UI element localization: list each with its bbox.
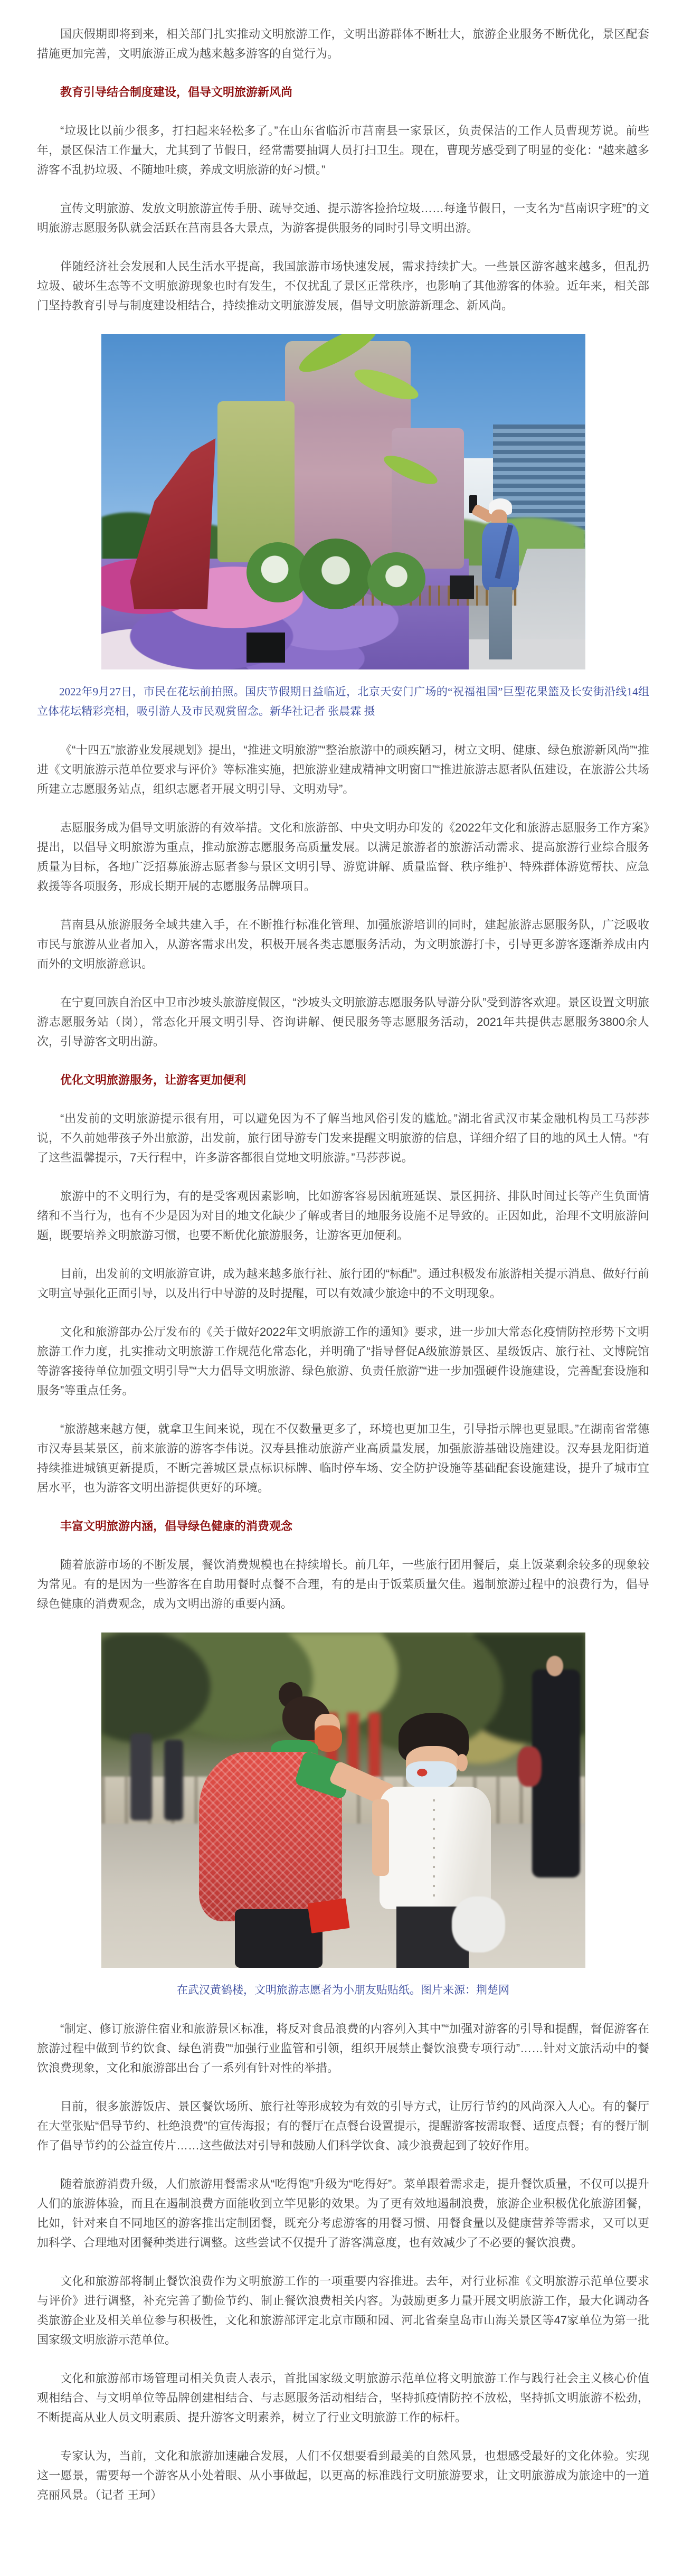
background-person xyxy=(164,1740,184,1820)
photo-flower-basket xyxy=(101,334,585,669)
article-paragraph: 在宁夏回族自治区中卫市沙坡头旅游度假区，“沙坡头文明旅游志愿服务队导游分队”受到游客欢迎。景区设置文明旅游志愿服务站（岗），常态化开展文明引导、咨询讲解、便民服务等志愿服务活动，2021年共提供志愿服务3800余人次，引导游客文明出游。 xyxy=(37,996,649,1048)
article-paragraph: 宣传文明旅游、发放文明旅游宣传手册、疏导交通、提示游客捡拾垃圾……每逢节假日，一支名为“莒南识字班”的文明旅游志愿服务队就会活跃在莒南县各大景点，为游客提供服务的同时引导文明出游。 xyxy=(37,202,649,234)
article-paragraph: 伴随经济社会发展和人民生活水平提高，我国旅游市场快速发展，需求持续扩大。一些景区游客越来越多，但乱扔垃圾、破坏生态等不文明旅游现象也时有发生，不仅扰乱了景区正常秩序，也影响了其他游客的体验。近年来，相关部门坚持教育引导与制度建设相结合，持续推动文明旅游发展，倡导文明旅游新理念、新风尚。 xyxy=(37,260,649,312)
article-paragraph: 随着旅游消费升级，人们旅游用餐需求从“吃得饱”升级为“吃得好”。菜单跟着需求走，提升餐饮质量，不仅可以提升人们的旅游体验，而且在遏制浪费方面能收到立竿见影的效果。为了更有效地遏制浪费，旅游企业积极优化旅游团餐，比如，针对来自不同地区的游客推出定制团餐，既充分考虑游客的用餐习惯、用餐食量以及健康营养等需求，又可以更加科学、合理地对团餐种类进行调整。这些尝试不仅提升了游客满意度，也有效减少了不必要的餐饮浪费。 xyxy=(37,2177,649,2249)
article-paragraph: “旅游越来越方便，就拿卫生间来说，现在不仅数量更多了，环境也更加卫生，引导指示牌也更显眼。”在湖南省常德市汉寿县某景区，前来旅游的游客李伟说。汉寿县推动旅游产业高质量发展，加强旅游基础设施建设。汉寿县龙阳街道持续推进城镇更新提质，不断完善城区景点标识标牌、临时停车场、安全防护设施等基础配套设施建设，提升了城市宜居水平，也为游客文明出游提供更好的环境。 xyxy=(37,1422,649,1494)
article-paragraph: 目前，出发前的文明旅游宣讲，成为越来越多旅行社、旅行团的“标配”。通过积极发布旅游相关提示消息、做好行前文明宣导强化正面引导，以及出行中导游的及时提醒，可以有效减少旅途中的不文明现象。 xyxy=(37,1267,649,1300)
volunteer-woman xyxy=(183,1676,382,1968)
photo-caption: 2022年9月27日，市民在花坛前拍照。国庆节假期日益临近，北京天安门广场的“祝福祖国”巨型花果篮及长安街沿线14组立体花坛精彩亮相，吸引游人及市民观赏留念。新华社记者 张晨霖 摄 xyxy=(37,685,649,718)
article-paragraph: 国庆假期即将到来，相关部门扎实推动文明旅游工作，文明出游群体不断壮大，旅游企业服务不断优化，景区配套措施更加完善，文明旅游正成为越来越多游客的自觉行为。 xyxy=(37,27,649,60)
tourist-taking-photo xyxy=(471,498,529,659)
article-paragraph: 文化和旅游部办公厅发布的《关于做好2022年文明旅游工作的通知》要求，进一步加大常态化疫情防控形势下文明旅游工作力度，扎实推动文明旅游工作规范化常态化，并明确了“指导督促A级旅游景区、星级饭店、旅行社、文博院馆等游客接待单位加强文明引导”“大力倡导文明旅游、绿色旅游、负责任旅游”“进一步加强硬件设施建设，完善配套设施和服务”等重点任务。 xyxy=(37,1325,649,1397)
arm xyxy=(372,1799,389,1876)
article-paragraph: 旅游中的不文明行为，有的是受客观因素影响，比如游客容易因航班延误、景区拥挤、排队时间过长等产生负面情绪和不当行为，也有不少是因为对目的地文化缺少了解或者目的地服务设施不足导致的。正因如此，治理不文明旅游问题，既要培养文明旅游习惯，也要不断优化旅游服务，让游客更加便利。 xyxy=(37,1190,649,1242)
boy xyxy=(377,1713,498,1968)
section-heading-optimize-service: 优化文明旅游服务，让游客更加便利 xyxy=(60,1073,247,1087)
speaker-box xyxy=(247,633,285,663)
speaker-box xyxy=(450,575,474,599)
article-paragraph: 文化和旅游部将制止餐饮浪费作为文明旅游工作的一项重要内容推进。去年，对行业标准《文明旅游示范单位要求与评价》进行调整，补充完善了勤俭节约、制止餐饮浪费相关内容。为鼓励更多力量开展文明旅游工作，最大化调动各类旅游企业及相关单位参与积极性，文化和旅游部评定北京市颐和园、河北省秦皇岛市山海关景区等47家单位为第一批国家级文明旅游示范单位。 xyxy=(37,2275,649,2346)
section-heading-green-consumption: 丰富文明旅游内涵，倡导绿色健康的消费观念 xyxy=(60,1520,293,1533)
topiary-column-right xyxy=(392,428,465,569)
red-bag xyxy=(517,1747,542,1787)
section-heading-education-guidance: 教育引导结合制度建设，倡导文明旅游新风尚 xyxy=(60,86,293,99)
article-paragraph: “出发前的文明旅游提示很有用，可以避免因为不了解当地风俗引发的尴尬。”湖北省武汉市某金融机构员工马莎莎说，不久前她带孩子外出旅游，出发前，旅行团导游专门发来提醒文明旅游的信息，详细介绍了目的地的风土人情。“有了这些温馨提示，7天行程中，许多游客都很自觉地文明旅游。”马莎莎说。 xyxy=(37,1112,649,1164)
photo-volunteer-sticker xyxy=(101,1633,585,1968)
article-paragraph: 莒南县从旅游服务全域共建入手，在不断推行标准化管理、加强旅游培训的同时，建起旅游志愿服务队，广泛吸收市民与旅游从业者加入，从游客需求出发，积极开展各类志愿服务活动，为文明旅游打卡，引导更多游客逐渐养成由内而外的文明旅游意识。 xyxy=(37,918,649,970)
article-paragraph: 目前，很多旅游饭店、景区餐饮场所、旅行社等形成较为有效的引导方式，让厉行节约的风尚深入人心。有的餐厅在大堂张贴“倡导节约、杜绝浪费”的宣传海报；有的餐厅在点餐台设置提示，提醒游客按需取餐、适度点餐；有的餐厅制作了倡导节约的公益宣传片……这些做法对引导和鼓励人们科学饮食、减少浪费起到了较好作用。 xyxy=(37,2100,649,2152)
white-plastic-bag xyxy=(452,1896,505,1952)
topiary-column-left xyxy=(217,401,295,562)
article-paragraph: “制定、修订旅游住宿业和旅游景区标准，将反对食品浪费的内容列入其中”“加强对游客的引导和提醒，督促游客在旅游过程中做到节约饮食、绿色消费”“加强行业监管和引领，组织开展禁止餐饮浪费专项行动”……针对文旅活动中的餐饮浪费现象，文化和旅游部出台了一系列有针对性的举措。 xyxy=(37,2022,649,2074)
background-person xyxy=(130,1733,152,1820)
white-shirt xyxy=(380,1787,491,1909)
article-paragraph: 文化和旅游部市场管理司相关负责人表示，首批国家级文明旅游示范单位将文明旅游工作与践行社会主义核心价值观相结合、与文明单位等品牌创建相结合、与志愿服务活动相结合，坚持抓疫情防控不放松，坚持抓文明旅游不松劲，不断提高从业人员文明素质、提升游客文明素养，树立了行业文明旅游工作的标杆。 xyxy=(37,2372,649,2424)
topiary-green-wave xyxy=(367,552,425,606)
article-paragraph: 志愿服务成为倡导文明旅游的有效举措。文化和旅游部、中央文明办印发的《2022年文化和旅游志愿服务工作方案》提出，以倡导文明旅游为重点，推动旅游志愿服务高质量发展。以满足旅游者的旅游活动需求、提高旅游行业综合服务质量为目标，各地广泛招募旅游志愿者参与景区文明引导、游览讲解、质量监督、秩序维护、特殊群体游览帮扶、应急救援等各项服务，形成长期开展的志愿服务品牌项目。 xyxy=(37,821,649,893)
article-paragraph: 随着旅游市场的不断发展，餐饮消费规模也在持续增长。前几年，一些旅行团用餐后，桌上饭菜剩余较多的现象较为常见。有的是因为一些游客在自助用餐时点餐不合理，有的是由于饭菜质量欠佳。遏制旅游过程中的浪费行为，倡导绿色健康的消费观念，成为文明出游的重要内涵。 xyxy=(37,1558,649,1610)
article-paragraph: 《“十四五”旅游业发展规划》提出，“推进文明旅游”“整治旅游中的顽疾陋习，树立文明、健康、绿色旅游新风尚”“推进《文明旅游示范单位要求与评价》等标准实施，把旅游业建成精神文明窗口”“推进旅游志愿者队伍建设，在旅游公共场所建立志愿服务站点，组织志愿者开展文明引导、文明劝导”。 xyxy=(37,743,649,796)
photo-caption: 在武汉黄鹤楼，文明旅游志愿者为小朋友贴贴纸。图片来源：荆楚网 xyxy=(177,1984,509,1996)
topiary-green-wave xyxy=(299,539,372,609)
shirt-buttons xyxy=(433,1799,435,1901)
article-paragraph: 专家认为，当前，文化和旅游加速融合发展，人们不仅想要看到最美的自然风景，也想感受最好的文化体验。实现这一愿景，需要每一个游客从小处着眼、从小事做起，以更高的标准践行文明旅游要求，让文明旅游成为旅途中的一道亮丽风景。（记者 王珂） xyxy=(37,2449,649,2502)
flag-print-mask xyxy=(406,1761,457,1789)
article-paragraph: “垃圾比以前少很多，打扫起来轻松多了。”在山东省临沂市莒南县一家景区，负责保洁的工作人员曹现芳说。前些年，景区保洁工作量大，尤其到了节假日，经常需要抽调人员打扫卫生。现在，曹现芳感受到了明显的变化：“越来越多游客不乱扔垃圾、不随地吐痰，养成文明旅游的好习惯。” xyxy=(37,124,649,176)
ear xyxy=(457,1754,468,1772)
background-person-head xyxy=(546,1656,563,1676)
legs xyxy=(489,587,512,659)
small-red-flag xyxy=(307,1898,350,1933)
face-mask xyxy=(315,1725,343,1752)
